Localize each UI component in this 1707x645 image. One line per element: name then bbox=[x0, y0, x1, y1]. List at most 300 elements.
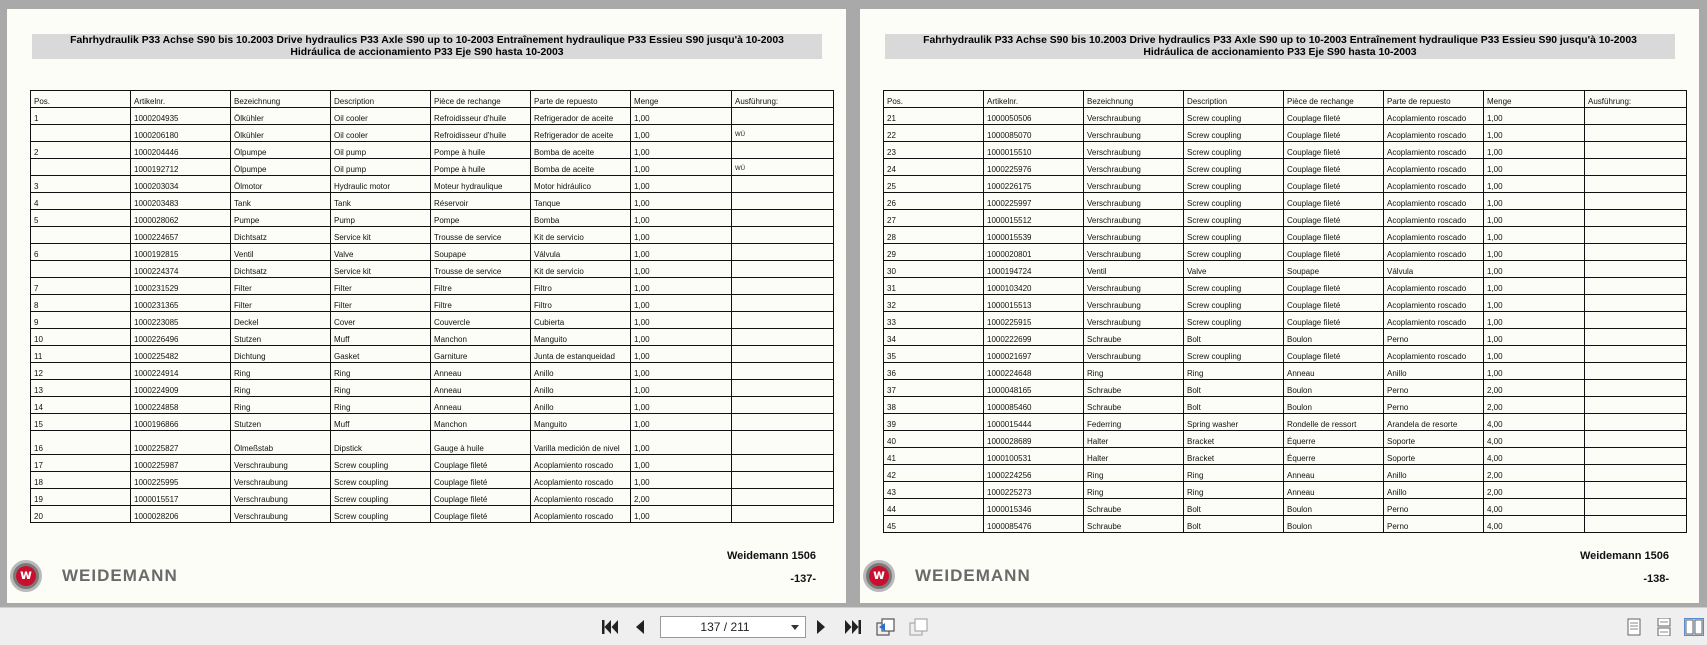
cell-pos: 5 bbox=[31, 210, 131, 227]
cell-execution bbox=[1585, 516, 1687, 533]
cell-execution bbox=[732, 227, 834, 244]
cell-pos: 45 bbox=[884, 516, 984, 533]
cell-description-fr: Couvercle bbox=[431, 312, 531, 329]
cell-description-es: Acoplamiento roscado bbox=[1384, 312, 1484, 329]
column-header-article-number: Artikelnr. bbox=[131, 91, 231, 108]
cell-description-en: Bolt bbox=[1184, 516, 1284, 533]
cell-quantity: 1,00 bbox=[1484, 278, 1585, 295]
cell-description-es: Acoplamiento roscado bbox=[531, 506, 631, 523]
continuous-view-icon[interactable] bbox=[1654, 618, 1674, 636]
cell-description-fr: Couplage fileté bbox=[1284, 346, 1384, 363]
cell-execution bbox=[1585, 108, 1687, 125]
cell-description-es: Anillo bbox=[531, 363, 631, 380]
column-header-description-fr: Pièce de rechange bbox=[1284, 91, 1384, 108]
cell-description-fr: Couplage fileté bbox=[1284, 125, 1384, 142]
cell-article-number: 1000048165 bbox=[984, 380, 1084, 397]
cell-pos: 25 bbox=[884, 176, 984, 193]
cell-article-number: 1000226175 bbox=[984, 176, 1084, 193]
cell-quantity: 1,00 bbox=[631, 329, 732, 346]
cell-pos: 4 bbox=[31, 193, 131, 210]
cell-quantity: 1,00 bbox=[1484, 312, 1585, 329]
cell-description-es: Perno bbox=[1384, 397, 1484, 414]
cell-article-number: 1000224657 bbox=[131, 227, 231, 244]
cell-designation-de: Verschraubung bbox=[1084, 227, 1184, 244]
cell-description-fr: Boulon bbox=[1284, 397, 1384, 414]
cell-description-en: Ring bbox=[1184, 363, 1284, 380]
cell-description-es: Anillo bbox=[1384, 482, 1484, 499]
table-row bbox=[31, 397, 834, 414]
cell-designation-de: Ölkühler bbox=[231, 125, 331, 142]
cell-designation-de: Verschraubung bbox=[231, 472, 331, 489]
cell-article-number: 1000225273 bbox=[984, 482, 1084, 499]
cell-pos: 7 bbox=[31, 278, 131, 295]
table-row bbox=[31, 506, 834, 523]
cell-description-fr: Équerre bbox=[1284, 448, 1384, 465]
cell-quantity: 1,00 bbox=[631, 210, 732, 227]
document-page-138 bbox=[860, 9, 1699, 603]
cell-execution bbox=[732, 346, 834, 363]
table-row bbox=[884, 108, 1687, 125]
cell-quantity: 1,00 bbox=[631, 227, 732, 244]
cell-description-en: Screw coupling bbox=[1184, 193, 1284, 210]
cell-description-es: Kit de servicio bbox=[531, 227, 631, 244]
cell-description-en: Screw coupling bbox=[1184, 176, 1284, 193]
cell-description-es: Cubierta bbox=[531, 312, 631, 329]
cell-description-fr: Couplage fileté bbox=[431, 489, 531, 506]
cell-description-es: Varilla medición de nivel bbox=[531, 431, 631, 455]
cell-description-es: Perno bbox=[1384, 329, 1484, 346]
cell-designation-de: Schraube bbox=[1084, 397, 1184, 414]
cell-designation-de: Verschraubung bbox=[231, 506, 331, 523]
cell-designation-de: Verschraubung bbox=[1084, 295, 1184, 312]
cell-pos: 14 bbox=[31, 397, 131, 414]
cell-pos: 38 bbox=[884, 397, 984, 414]
cell-description-en: Muff bbox=[331, 329, 431, 346]
cell-execution bbox=[732, 312, 834, 329]
cell-designation-de: Ölpumpe bbox=[231, 142, 331, 159]
cell-description-es: Acoplamiento roscado bbox=[1384, 244, 1484, 261]
cell-execution bbox=[732, 380, 834, 397]
cell-designation-de: Ölmeßstab bbox=[231, 431, 331, 455]
page-title-line-2: Hidráulica de accionamiento P33 Eje S90 hasta 10-2003 bbox=[290, 46, 564, 58]
cell-description-fr: Manchon bbox=[431, 329, 531, 346]
cell-designation-de: Ring bbox=[231, 397, 331, 414]
last-page-icon[interactable] bbox=[843, 618, 863, 636]
cell-quantity: 1,00 bbox=[631, 455, 732, 472]
cell-description-en: Screw coupling bbox=[1184, 227, 1284, 244]
table-row bbox=[31, 261, 834, 278]
cell-description-es: Perno bbox=[1384, 516, 1484, 533]
cell-quantity: 1,00 bbox=[631, 193, 732, 210]
cell-description-en: Bolt bbox=[1184, 499, 1284, 516]
cell-quantity: 2,00 bbox=[631, 489, 732, 506]
cell-pos: 2 bbox=[31, 142, 131, 159]
cell-description-en: Oil pump bbox=[331, 142, 431, 159]
column-header-designation-de: Bezeichnung bbox=[231, 91, 331, 108]
cell-description-fr: Couplage fileté bbox=[1284, 210, 1384, 227]
cell-designation-de: Schraube bbox=[1084, 516, 1184, 533]
cell-designation-de: Verschraubung bbox=[1084, 159, 1184, 176]
cell-description-fr: Anneau bbox=[431, 363, 531, 380]
cell-description-en: Screw coupling bbox=[1184, 295, 1284, 312]
column-header-execution: Ausführung: bbox=[732, 91, 834, 108]
cell-article-number: 1000015346 bbox=[984, 499, 1084, 516]
cell-pos: 17 bbox=[31, 455, 131, 472]
cell-pos: 19 bbox=[31, 489, 131, 506]
cell-execution bbox=[732, 244, 834, 261]
cell-quantity: 1,00 bbox=[1484, 227, 1585, 244]
cell-description-en: Valve bbox=[331, 244, 431, 261]
cell-description-fr: Boulon bbox=[1284, 499, 1384, 516]
cell-article-number: 1000224374 bbox=[131, 261, 231, 278]
cell-execution bbox=[1585, 193, 1687, 210]
cell-description-es: Refrigerador de aceite bbox=[531, 108, 631, 125]
footer-brand: Weidemann 1506 bbox=[726, 550, 816, 562]
table-row bbox=[884, 210, 1687, 227]
cell-description-es: Acoplamiento roscado bbox=[1384, 346, 1484, 363]
cell-description-es: Manguito bbox=[531, 414, 631, 431]
cell-article-number: 1000225987 bbox=[131, 455, 231, 472]
cell-execution bbox=[732, 363, 834, 380]
cell-pos: 11 bbox=[31, 346, 131, 363]
cell-designation-de: Dichtung bbox=[231, 346, 331, 363]
cell-execution bbox=[1585, 363, 1687, 380]
table-row bbox=[884, 159, 1687, 176]
cell-description-fr: Anneau bbox=[1284, 482, 1384, 499]
table-row bbox=[884, 448, 1687, 465]
cell-description-fr: Moteur hydraulique bbox=[431, 176, 531, 193]
cell-description-en: Bolt bbox=[1184, 397, 1284, 414]
cell-description-fr: Équerre bbox=[1284, 431, 1384, 448]
cell-article-number: 1000028689 bbox=[984, 431, 1084, 448]
cell-article-number: 1000085070 bbox=[984, 125, 1084, 142]
table-row bbox=[31, 108, 834, 125]
cell-pos: 10 bbox=[31, 329, 131, 346]
weidemann-logo-icon bbox=[863, 560, 895, 592]
chevron-down-icon[interactable] bbox=[791, 625, 799, 630]
cell-description-es: Filtro bbox=[531, 278, 631, 295]
cell-article-number: 1000223085 bbox=[131, 312, 231, 329]
cell-description-es: Soporte bbox=[1384, 431, 1484, 448]
cell-execution bbox=[1585, 159, 1687, 176]
cell-designation-de: Ring bbox=[1084, 363, 1184, 380]
cell-description-es: Arandela de resorte bbox=[1384, 414, 1484, 431]
table-row bbox=[884, 193, 1687, 210]
column-header-description-en: Description bbox=[331, 91, 431, 108]
cell-description-es: Acoplamiento roscado bbox=[531, 455, 631, 472]
facing-pages-view-icon[interactable] bbox=[1684, 618, 1704, 636]
cell-designation-de: Verschraubung bbox=[231, 455, 331, 472]
column-header-quantity: Menge bbox=[631, 91, 732, 108]
cell-designation-de: Ölpumpe bbox=[231, 159, 331, 176]
table-row bbox=[31, 278, 834, 295]
cell-execution bbox=[732, 142, 834, 159]
cell-designation-de: Schraube bbox=[1084, 329, 1184, 346]
cell-description-es: Acoplamiento roscado bbox=[1384, 142, 1484, 159]
cell-article-number: 1000224914 bbox=[131, 363, 231, 380]
cell-description-en: Spring washer bbox=[1184, 414, 1284, 431]
cell-description-fr: Réservoir bbox=[431, 193, 531, 210]
table-row bbox=[884, 176, 1687, 193]
table-row bbox=[884, 465, 1687, 482]
previous-page-icon[interactable] bbox=[630, 618, 650, 636]
cell-description-es: Acoplamiento roscado bbox=[1384, 159, 1484, 176]
cell-pos: 23 bbox=[884, 142, 984, 159]
weidemann-logo-icon bbox=[10, 560, 42, 592]
cell-designation-de: Ölkühler bbox=[231, 108, 331, 125]
column-header-description-en: Description bbox=[1184, 91, 1284, 108]
cell-description-fr: Anneau bbox=[1284, 363, 1384, 380]
column-header-description-es: Parte de repuesto bbox=[1384, 91, 1484, 108]
cell-description-en: Ring bbox=[331, 363, 431, 380]
cell-quantity: 1,00 bbox=[1484, 193, 1585, 210]
cell-execution bbox=[732, 397, 834, 414]
table-header-row bbox=[884, 91, 1687, 108]
cell-description-en: Oil pump bbox=[331, 159, 431, 176]
page-title-line-1: Fahrhydraulik P33 Achse S90 bis 10.2003 Drive hydraulics P33 Axle S90 up to 10-2003 Entraînement hydraulique P33 Essieu S90 jusqu'à 10-2003 bbox=[70, 35, 784, 46]
cell-quantity: 1,00 bbox=[631, 397, 732, 414]
cell-description-fr: Couplage fileté bbox=[1284, 176, 1384, 193]
single-page-view-icon[interactable] bbox=[1624, 618, 1644, 636]
cell-pos: 30 bbox=[884, 261, 984, 278]
cell-description-es: Perno bbox=[1384, 380, 1484, 397]
parts-table bbox=[883, 90, 1687, 533]
table-row bbox=[31, 295, 834, 312]
cell-quantity: 1,00 bbox=[631, 244, 732, 261]
cell-description-es: Motor hidráulico bbox=[531, 176, 631, 193]
table-row bbox=[31, 193, 834, 210]
cell-article-number: 1000222699 bbox=[984, 329, 1084, 346]
cell-description-es: Acoplamiento roscado bbox=[1384, 176, 1484, 193]
column-header-pos: Pos. bbox=[31, 91, 131, 108]
cell-article-number: 1000203034 bbox=[131, 176, 231, 193]
cell-description-es: Tanque bbox=[531, 193, 631, 210]
cell-description-es: Acoplamiento roscado bbox=[1384, 295, 1484, 312]
cell-pos: 32 bbox=[884, 295, 984, 312]
cell-execution bbox=[1585, 346, 1687, 363]
go-forward-icon[interactable] bbox=[909, 618, 929, 636]
cell-article-number: 1000103420 bbox=[984, 278, 1084, 295]
cell-execution bbox=[1585, 125, 1687, 142]
cell-execution bbox=[1585, 482, 1687, 499]
table-row bbox=[884, 414, 1687, 431]
table-row bbox=[31, 414, 834, 431]
cell-description-fr: Refroidisseur d'huile bbox=[431, 125, 531, 142]
cell-pos: 40 bbox=[884, 431, 984, 448]
parts-table bbox=[30, 90, 834, 523]
cell-designation-de: Ölmotor bbox=[231, 176, 331, 193]
first-page-icon[interactable] bbox=[600, 618, 620, 636]
cell-article-number: 1000224648 bbox=[984, 363, 1084, 380]
cell-description-fr: Manchon bbox=[431, 414, 531, 431]
cell-article-number: 1000015444 bbox=[984, 414, 1084, 431]
table-row bbox=[31, 210, 834, 227]
cell-designation-de: Stutzen bbox=[231, 329, 331, 346]
cell-description-fr: Couplage fileté bbox=[1284, 227, 1384, 244]
page-selector[interactable] bbox=[660, 616, 806, 638]
cell-designation-de: Ventil bbox=[1084, 261, 1184, 278]
cell-description-es: Válvula bbox=[1384, 261, 1484, 278]
cell-description-en: Bolt bbox=[1184, 380, 1284, 397]
cell-description-fr: Pompe bbox=[431, 210, 531, 227]
cell-description-es: Anillo bbox=[1384, 465, 1484, 482]
cell-pos: 26 bbox=[884, 193, 984, 210]
cell-description-en: Screw coupling bbox=[1184, 244, 1284, 261]
cell-description-fr: Filtre bbox=[431, 295, 531, 312]
cell-description-fr: Anneau bbox=[1284, 465, 1384, 482]
cell-pos: 12 bbox=[31, 363, 131, 380]
table-row bbox=[31, 472, 834, 489]
cell-designation-de: Halter bbox=[1084, 448, 1184, 465]
cell-quantity: 1,00 bbox=[1484, 142, 1585, 159]
cell-article-number: 1000050506 bbox=[984, 108, 1084, 125]
cell-article-number: 1000225827 bbox=[131, 431, 231, 455]
cell-description-fr: Anneau bbox=[431, 380, 531, 397]
cell-quantity: 1,00 bbox=[1484, 125, 1585, 142]
cell-pos: 41 bbox=[884, 448, 984, 465]
table-row bbox=[31, 346, 834, 363]
cell-quantity: 1,00 bbox=[1484, 176, 1585, 193]
cell-quantity: 1,00 bbox=[1484, 295, 1585, 312]
cell-description-en: Tank bbox=[331, 193, 431, 210]
cell-description-fr: Pompe à huile bbox=[431, 142, 531, 159]
cell-description-es: Acoplamiento roscado bbox=[531, 489, 631, 506]
cell-pos: 42 bbox=[884, 465, 984, 482]
cell-description-fr: Couplage fileté bbox=[1284, 244, 1384, 261]
cell-pos: 29 bbox=[884, 244, 984, 261]
cell-article-number: 1000020801 bbox=[984, 244, 1084, 261]
cell-execution bbox=[732, 489, 834, 506]
cell-article-number: 1000021697 bbox=[984, 346, 1084, 363]
cell-execution bbox=[1585, 329, 1687, 346]
cell-execution bbox=[1585, 465, 1687, 482]
cell-quantity: 2,00 bbox=[1484, 465, 1585, 482]
cell-execution bbox=[1585, 176, 1687, 193]
cell-execution bbox=[732, 329, 834, 346]
cell-designation-de: Dichtsatz bbox=[231, 261, 331, 278]
table-row bbox=[884, 516, 1687, 533]
cell-article-number: 1000225997 bbox=[984, 193, 1084, 210]
cell-pos: 44 bbox=[884, 499, 984, 516]
cell-description-en: Ring bbox=[331, 397, 431, 414]
cell-article-number: 1000225976 bbox=[984, 159, 1084, 176]
cell-description-en: Screw coupling bbox=[331, 489, 431, 506]
cell-article-number: 1000192815 bbox=[131, 244, 231, 261]
cell-article-number: 1000225482 bbox=[131, 346, 231, 363]
cell-designation-de: Pumpe bbox=[231, 210, 331, 227]
cell-description-en: Screw coupling bbox=[331, 472, 431, 489]
cell-article-number: 1000204935 bbox=[131, 108, 231, 125]
cell-description-es: Acoplamiento roscado bbox=[531, 472, 631, 489]
cell-description-fr: Couplage fileté bbox=[1284, 193, 1384, 210]
cell-quantity: 2,00 bbox=[1484, 380, 1585, 397]
cell-quantity: 1,00 bbox=[631, 125, 732, 142]
cell-pos: 31 bbox=[884, 278, 984, 295]
cell-description-fr: Boulon bbox=[1284, 380, 1384, 397]
cell-description-fr: Couplage fileté bbox=[1284, 142, 1384, 159]
cell-execution bbox=[732, 108, 834, 125]
go-back-icon[interactable] bbox=[876, 618, 896, 636]
cell-article-number: 1000196866 bbox=[131, 414, 231, 431]
cell-description-en: Screw coupling bbox=[1184, 346, 1284, 363]
cell-pos: 16 bbox=[31, 431, 131, 455]
cell-description-fr: Refroidisseur d'huile bbox=[431, 108, 531, 125]
table-row bbox=[884, 380, 1687, 397]
cell-pos: 9 bbox=[31, 312, 131, 329]
cell-pos: 24 bbox=[884, 159, 984, 176]
column-header-designation-de: Bezeichnung bbox=[1084, 91, 1184, 108]
cell-article-number: 1000224909 bbox=[131, 380, 231, 397]
cell-article-number: 1000206180 bbox=[131, 125, 231, 142]
cell-article-number: 1000226496 bbox=[131, 329, 231, 346]
cell-description-en: Valve bbox=[1184, 261, 1284, 278]
cell-quantity: 1,00 bbox=[1484, 346, 1585, 363]
table-row bbox=[31, 125, 834, 142]
cell-quantity: 1,00 bbox=[631, 506, 732, 523]
cell-description-fr: Trousse de service bbox=[431, 261, 531, 278]
cell-article-number: 1000231365 bbox=[131, 295, 231, 312]
cell-designation-de: Ring bbox=[1084, 482, 1184, 499]
cell-designation-de: Verschraubung bbox=[1084, 312, 1184, 329]
cell-pos bbox=[31, 125, 131, 142]
cell-quantity: 4,00 bbox=[1484, 448, 1585, 465]
cell-quantity: 1,00 bbox=[631, 108, 732, 125]
cell-description-es: Soporte bbox=[1384, 448, 1484, 465]
page-indicator: 137 / 211 bbox=[700, 620, 750, 634]
page-title-line-2: Hidráulica de accionamiento P33 Eje S90 hasta 10-2003 bbox=[1143, 46, 1417, 58]
cell-designation-de: Ventil bbox=[231, 244, 331, 261]
cell-pos bbox=[31, 261, 131, 278]
next-page-icon[interactable] bbox=[811, 618, 831, 636]
cell-execution bbox=[732, 414, 834, 431]
cell-article-number: 1000015539 bbox=[984, 227, 1084, 244]
cell-description-es: Anillo bbox=[1384, 363, 1484, 380]
column-header-description-fr: Pièce de rechange bbox=[431, 91, 531, 108]
cell-quantity: 1,00 bbox=[631, 176, 732, 193]
table-header-row bbox=[31, 91, 834, 108]
cell-description-es: Bomba de aceite bbox=[531, 142, 631, 159]
cell-pos: 34 bbox=[884, 329, 984, 346]
cell-quantity: 1,00 bbox=[631, 363, 732, 380]
cell-execution bbox=[732, 176, 834, 193]
cell-description-es: Perno bbox=[1384, 499, 1484, 516]
cell-article-number: 1000224256 bbox=[984, 465, 1084, 482]
cell-description-en: Screw coupling bbox=[1184, 142, 1284, 159]
cell-description-en: Service kit bbox=[331, 227, 431, 244]
table-row bbox=[884, 295, 1687, 312]
cell-designation-de: Ring bbox=[1084, 465, 1184, 482]
cell-description-en: Screw coupling bbox=[1184, 312, 1284, 329]
cell-description-en: Pump bbox=[331, 210, 431, 227]
table-row bbox=[884, 261, 1687, 278]
cell-pos: 39 bbox=[884, 414, 984, 431]
cell-description-es: Kit de servicio bbox=[531, 261, 631, 278]
cell-description-en: Screw coupling bbox=[1184, 108, 1284, 125]
cell-description-fr: Soupape bbox=[1284, 261, 1384, 278]
page-number: -137- bbox=[790, 573, 816, 585]
cell-quantity: 1,00 bbox=[1484, 329, 1585, 346]
cell-description-fr: Couplage fileté bbox=[1284, 312, 1384, 329]
cell-quantity: 1,00 bbox=[631, 431, 732, 455]
cell-pos: 3 bbox=[31, 176, 131, 193]
cell-execution bbox=[732, 431, 834, 455]
cell-description-fr: Garniture bbox=[431, 346, 531, 363]
table-row bbox=[31, 176, 834, 193]
cell-execution bbox=[732, 295, 834, 312]
cell-description-es: Acoplamiento roscado bbox=[1384, 193, 1484, 210]
column-header-pos: Pos. bbox=[884, 91, 984, 108]
cell-execution bbox=[1585, 431, 1687, 448]
